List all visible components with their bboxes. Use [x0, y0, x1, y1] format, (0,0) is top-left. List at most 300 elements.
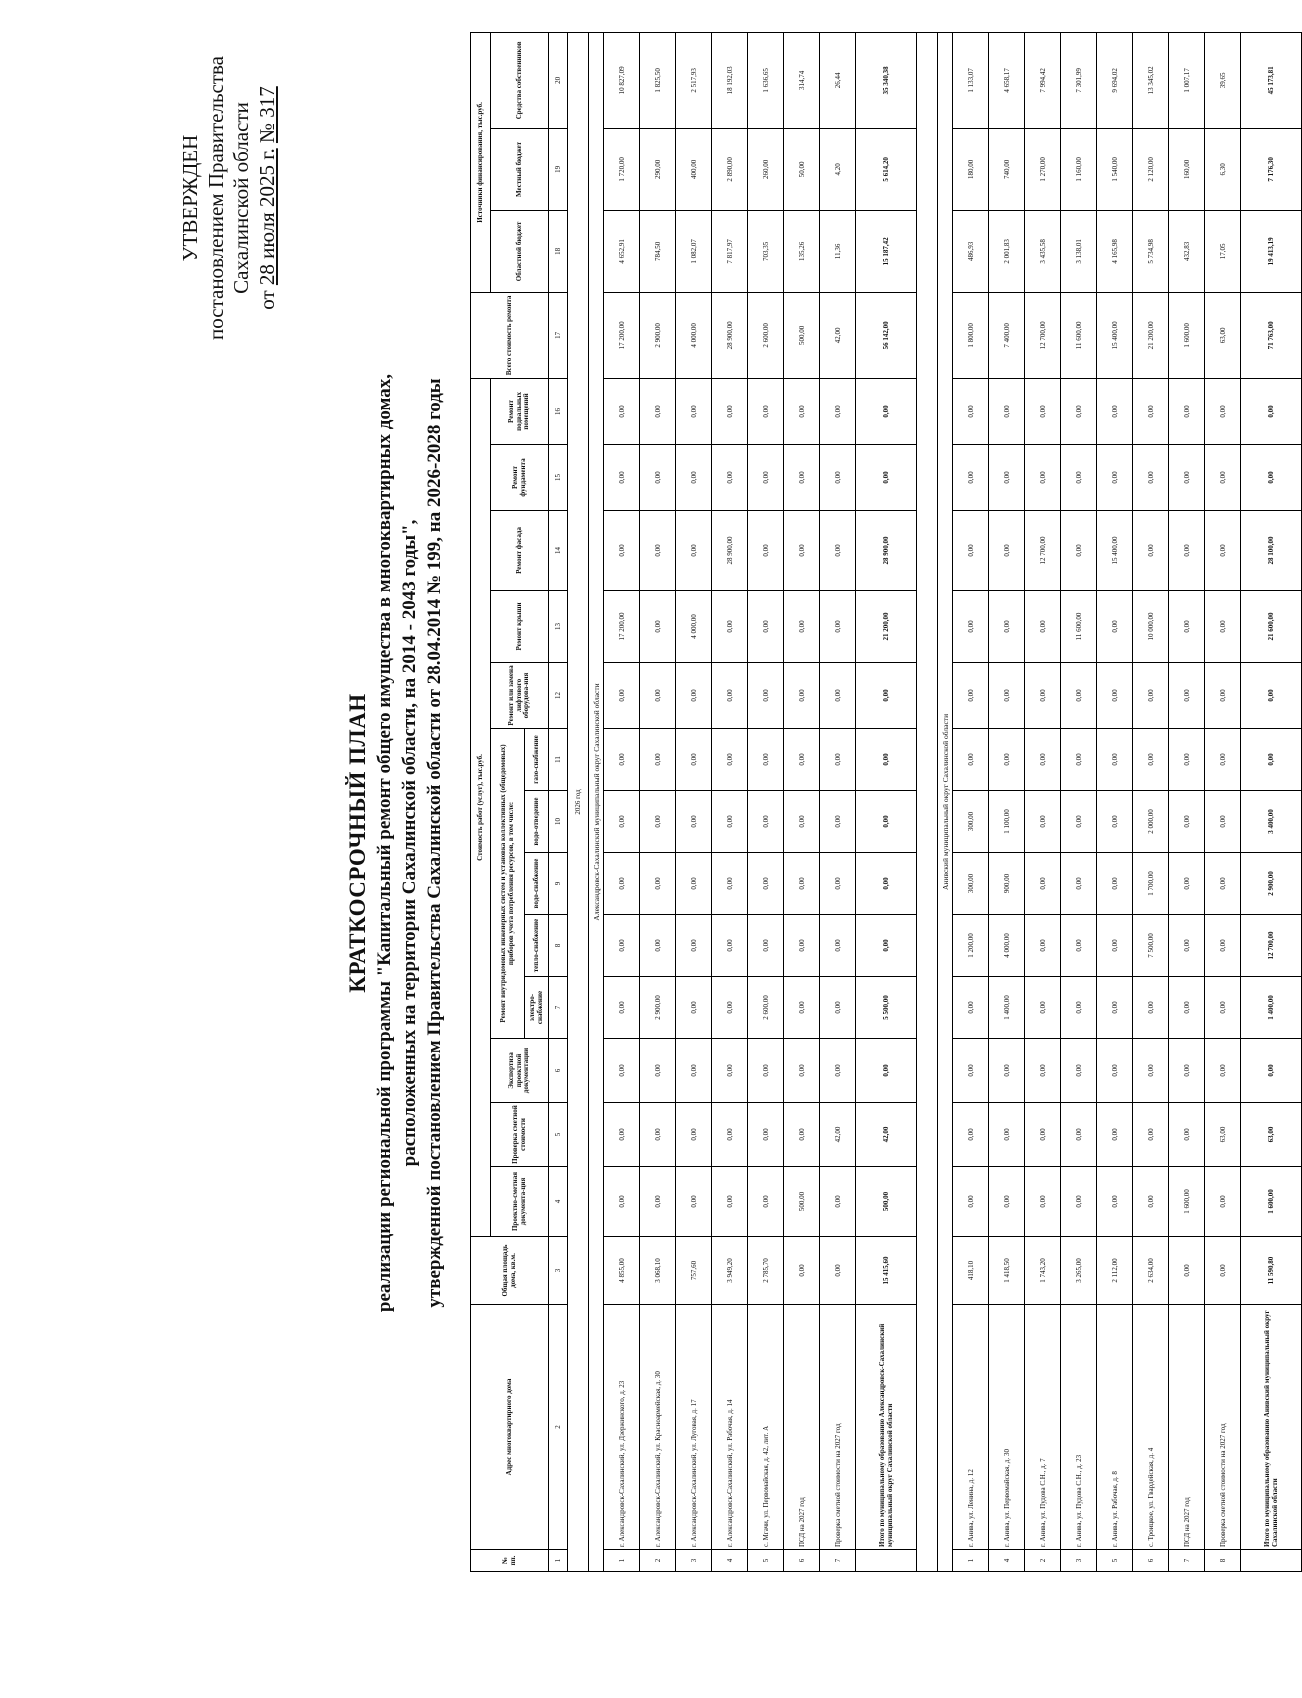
table-cell: 0,00 — [604, 853, 640, 915]
group-spacer-row — [917, 32, 938, 1571]
table-cell: 2 112,00 — [1097, 1237, 1133, 1305]
table-cell: 5 — [748, 1550, 784, 1572]
table-cell: 0,00 — [1061, 853, 1097, 915]
table-cell: 0,00 — [676, 378, 712, 444]
address-cell: Проверка сметной стоимости на 2027 год — [820, 1305, 856, 1550]
table-cell: 0,00 — [784, 977, 820, 1039]
header-foundation: Ремонт фундамента — [491, 445, 549, 511]
table-cell: 0,00 — [1205, 1167, 1241, 1237]
table-cell: 0,00 — [1133, 1103, 1169, 1167]
table-cell: 7 817,97 — [712, 210, 748, 292]
table-cell: 3 138,01 — [1061, 210, 1097, 292]
table-cell: 0,00 — [953, 977, 989, 1039]
table-cell: 7 — [820, 1550, 856, 1572]
table-cell: 0,00 — [676, 663, 712, 729]
table-cell: 0,00 — [712, 378, 748, 444]
table-cell: 50,00 — [784, 128, 820, 210]
table-cell: 1 400,00 — [989, 977, 1025, 1039]
total-cell: 0,00 — [1241, 445, 1302, 511]
total-cell: 0,00 — [856, 663, 917, 729]
total-label-cell: Итого по муниципальному образованию Анивский муниципальный округ Сахалинской области — [1241, 1305, 1302, 1550]
header-area: Общая площадь дома, кв.м. — [471, 1237, 549, 1305]
table-cell: 0,00 — [640, 663, 676, 729]
address-cell: ПСД на 2027 год — [1169, 1305, 1205, 1550]
table-cell: 290,00 — [640, 128, 676, 210]
table-cell: 418,10 — [953, 1237, 989, 1305]
table-cell: 0,00 — [676, 445, 712, 511]
table-cell: 0,00 — [640, 853, 676, 915]
table-cell: 1 720,00 — [604, 128, 640, 210]
table-cell: 0,00 — [820, 378, 856, 444]
column-number-cell: 10 — [549, 791, 568, 853]
table-cell: 0,00 — [676, 511, 712, 591]
table-cell: 0,00 — [604, 915, 640, 977]
address-cell: с. Мгачи, ул. Первомайская, д. 42, лит. А — [748, 1305, 784, 1550]
column-number-cell: 3 — [549, 1237, 568, 1305]
table-cell: 0,00 — [712, 663, 748, 729]
table-cell: 0,00 — [1025, 853, 1061, 915]
table-cell: 0,00 — [676, 977, 712, 1039]
table-cell: 0,00 — [748, 445, 784, 511]
table-cell: 0,00 — [1061, 1039, 1097, 1103]
table-cell: 0,00 — [820, 915, 856, 977]
total-cell: 1 400,00 — [1241, 977, 1302, 1039]
table-cell: 7 301,99 — [1061, 32, 1097, 128]
municipality-row — [938, 32, 953, 1571]
table-cell: 0,00 — [676, 1039, 712, 1103]
column-number-cell: 20 — [549, 32, 568, 128]
table-cell: 7 500,00 — [1133, 915, 1169, 977]
table-cell: 0,00 — [989, 1039, 1025, 1103]
table-cell: 160,00 — [1169, 128, 1205, 210]
table-cell: 0,00 — [640, 511, 676, 591]
table-cell: 4 000,00 — [676, 292, 712, 378]
table-cell: 0,00 — [1097, 853, 1133, 915]
address-cell: г. Александровск-Сахалинский, ул. Луговая, д. 17 — [676, 1305, 712, 1550]
table-cell: 0,00 — [712, 1103, 748, 1167]
header-total: Всего стоимость ремонта — [471, 292, 549, 378]
document-title-block — [345, 128, 447, 1558]
table-cell: 0,00 — [1097, 378, 1133, 444]
table-cell: 1 600,00 — [1169, 292, 1205, 378]
table-cell: 0,00 — [712, 977, 748, 1039]
table-cell: 0,00 — [604, 791, 640, 853]
total-cell: 21 600,00 — [1241, 591, 1302, 663]
table-cell: 314,74 — [784, 32, 820, 128]
table-cell: 0,00 — [1061, 511, 1097, 591]
table-cell: 0,00 — [604, 1167, 640, 1237]
total-cell: 15 187,42 — [856, 210, 917, 292]
table-cell: 432,83 — [1169, 210, 1205, 292]
column-number-cell: 2 — [549, 1305, 568, 1550]
table-cell: 0,00 — [784, 915, 820, 977]
header-finance-group: Источники финансирования, тыс.руб. — [471, 32, 491, 292]
column-number-cell: 1 — [549, 1550, 568, 1572]
municipality-label: Анивский муниципальный округ Сахалинской области — [938, 32, 953, 1571]
table-cell: 0,00 — [748, 915, 784, 977]
table-cell: 6,30 — [1205, 128, 1241, 210]
table-cell: 0,00 — [1133, 663, 1169, 729]
table-cell: 180,00 — [953, 128, 989, 210]
total-cell: 0,00 — [856, 791, 917, 853]
table-cell: 0,00 — [784, 853, 820, 915]
table-cell: 0,00 — [712, 915, 748, 977]
table-cell: 0,00 — [748, 729, 784, 791]
table-cell: 0,00 — [1097, 915, 1133, 977]
table-cell: 4 855,00 — [604, 1237, 640, 1305]
table-cell: 11,36 — [820, 210, 856, 292]
table-cell: 0,00 — [1169, 1237, 1205, 1305]
header-expertise: Экспертиза проектной документации — [491, 1039, 549, 1103]
column-number-cell: 16 — [549, 378, 568, 444]
table-cell: 1 270,00 — [1025, 128, 1061, 210]
table-cell: 2 890,00 — [712, 128, 748, 210]
table-row — [1061, 32, 1097, 1571]
table-cell: 2 — [640, 1550, 676, 1572]
header-num: № пп. — [471, 1550, 549, 1572]
table-cell: 1 700,00 — [1133, 853, 1169, 915]
total-cell: 0,00 — [1241, 1039, 1302, 1103]
table-cell: 2 000,00 — [1133, 791, 1169, 853]
table-cell: 135,26 — [784, 210, 820, 292]
table-cell: 0,00 — [1133, 1167, 1169, 1237]
table-cell: 0,00 — [604, 378, 640, 444]
table-row — [676, 32, 712, 1571]
table-cell: 0,00 — [784, 591, 820, 663]
table-row — [1025, 32, 1061, 1571]
table-cell: 740,00 — [989, 128, 1025, 210]
table-cell: 784,50 — [640, 210, 676, 292]
total-cell: 0,00 — [856, 378, 917, 444]
table-cell: 5 734,98 — [1133, 210, 1169, 292]
table-cell: 42,00 — [820, 292, 856, 378]
total-cell: 0,00 — [1241, 729, 1302, 791]
total-cell — [856, 1550, 917, 1572]
table-cell: 6 — [784, 1550, 820, 1572]
table-cell: 2 — [1025, 1550, 1061, 1572]
header-engineering: Ремонт внутридомовых инженерных систем и установка коллективных (общедомовых) приборов учета потребления ресурсов, в том числе: — [491, 729, 525, 1039]
table-cell: 0,00 — [604, 511, 640, 591]
table-cell: 0,00 — [676, 853, 712, 915]
table-cell: 0,00 — [712, 445, 748, 511]
table-cell: 13 345,02 — [1133, 32, 1169, 128]
column-number-cell: 13 — [549, 591, 568, 663]
total-cell: 28 900,00 — [856, 511, 917, 591]
year-label: 2026 год — [568, 32, 589, 1571]
document-subtitle-line-3: утвержденной постановлением Правительства Сахалинской области от 28.04.2014 № 199, на 2026-2028 годы — [424, 378, 446, 1308]
table-cell: 0,00 — [1025, 1039, 1061, 1103]
total-cell: 21 200,00 — [856, 591, 917, 663]
table-cell: 15 400,00 — [1097, 292, 1133, 378]
table-cell: 0,00 — [989, 511, 1025, 591]
table-cell: 28 900,00 — [712, 511, 748, 591]
table-cell: 63,00 — [1205, 1103, 1241, 1167]
table-cell: 0,00 — [784, 445, 820, 511]
total-cell: 28 100,00 — [1241, 511, 1302, 591]
table-cell: 300,00 — [953, 853, 989, 915]
table-cell: 17 200,00 — [604, 591, 640, 663]
header-cost-group: Стоимость работ (услуг), тыс.руб. — [471, 378, 491, 1236]
table-cell: 703,35 — [748, 210, 784, 292]
total-cell: 0,00 — [856, 1039, 917, 1103]
total-cell: 35 340,38 — [856, 32, 917, 128]
table-cell: 4 — [712, 1550, 748, 1572]
header-design: Проектно-сметная документа-ция — [491, 1167, 549, 1237]
table-cell: 0,00 — [1025, 445, 1061, 511]
table-cell: 300,00 — [953, 791, 989, 853]
table-row — [820, 32, 856, 1571]
table-cell: 0,00 — [1169, 853, 1205, 915]
header-facade: Ремонт фасада — [491, 511, 549, 591]
table-cell: 17,05 — [1205, 210, 1241, 292]
table-cell: 0,00 — [676, 1167, 712, 1237]
table-cell: 2 001,83 — [989, 210, 1025, 292]
total-cell: 0,00 — [856, 853, 917, 915]
table-cell: 0,00 — [820, 977, 856, 1039]
table-cell: 0,00 — [1097, 1103, 1133, 1167]
table-cell: 0,00 — [820, 853, 856, 915]
table-cell: 0,00 — [1205, 729, 1241, 791]
table-cell: 0,00 — [1133, 511, 1169, 591]
table-cell: 0,00 — [1133, 378, 1169, 444]
address-cell: г. Анива, ул. Ленина, д. 12 — [953, 1305, 989, 1550]
table-cell: 0,00 — [1169, 591, 1205, 663]
table-row — [604, 32, 640, 1571]
table-cell: 0,00 — [784, 511, 820, 591]
address-cell: г. Александровск-Сахалинский, ул. Рабочая, д. 14 — [712, 1305, 748, 1550]
total-cell: 7 176,30 — [1241, 128, 1302, 210]
table-cell: 0,00 — [989, 1103, 1025, 1167]
table-cell: 0,00 — [1025, 378, 1061, 444]
table-cell: 0,00 — [604, 729, 640, 791]
table-cell: 0,00 — [1025, 591, 1061, 663]
table-cell: 0,00 — [1061, 729, 1097, 791]
table-row — [1133, 32, 1169, 1571]
table-cell: 0,00 — [1097, 729, 1133, 791]
table-cell: 0,00 — [640, 378, 676, 444]
header-basement: Ремонт подвальных помещений — [491, 378, 549, 444]
total-cell: 0,00 — [1241, 663, 1302, 729]
table-cell: 2 785,70 — [748, 1237, 784, 1305]
table-cell: 1 — [953, 1550, 989, 1572]
table-cell: 0,00 — [1061, 445, 1097, 511]
table-row — [953, 32, 989, 1571]
table-cell: 0,00 — [820, 591, 856, 663]
address-cell: г. Анива, ул. Пудова С.Н., д. 23 — [1061, 1305, 1097, 1550]
table-cell: 2 600,00 — [748, 292, 784, 378]
table-cell: 0,00 — [1061, 1167, 1097, 1237]
table-cell: 0,00 — [820, 445, 856, 511]
table-cell: 1 800,00 — [953, 292, 989, 378]
table-cell: 0,00 — [1205, 1039, 1241, 1103]
table-cell: 0,00 — [1061, 1103, 1097, 1167]
header-address: Адрес многоквартирного дома — [471, 1305, 549, 1550]
table-cell: 3 435,58 — [1025, 210, 1061, 292]
table-cell: 0,00 — [1205, 915, 1241, 977]
table-cell: 0,00 — [820, 1237, 856, 1305]
total-cell: 5 614,20 — [856, 128, 917, 210]
table-cell: 9 694,02 — [1097, 32, 1133, 128]
table-cell: 0,00 — [1169, 378, 1205, 444]
table-cell: 0,00 — [1061, 791, 1097, 853]
total-cell: 15 415,60 — [856, 1237, 917, 1305]
table-cell: 0,00 — [1205, 977, 1241, 1039]
approval-date-line — [255, 28, 281, 368]
table-cell: 63,00 — [1205, 292, 1241, 378]
year-row — [568, 32, 589, 1571]
table-cell: 1 200,00 — [953, 915, 989, 977]
table-cell: 17 200,00 — [604, 292, 640, 378]
approval-line-3: Сахалинской области — [229, 102, 254, 294]
table-cell: 0,00 — [820, 1039, 856, 1103]
table-cell: 4,20 — [820, 128, 856, 210]
table-cell: 0,00 — [1205, 511, 1241, 591]
table-cell: 0,00 — [1133, 445, 1169, 511]
table-cell: 0,00 — [1025, 977, 1061, 1039]
table-cell: 0,00 — [953, 511, 989, 591]
table-cell: 260,00 — [748, 128, 784, 210]
table-row — [784, 32, 820, 1571]
total-cell: 500,00 — [856, 1167, 917, 1237]
table-cell: 0,00 — [640, 1167, 676, 1237]
table-cell: 0,00 — [989, 591, 1025, 663]
table-cell: 0,00 — [1097, 791, 1133, 853]
table-cell: 0,00 — [1169, 791, 1205, 853]
table-cell: 1 743,20 — [1025, 1237, 1061, 1305]
table-cell: 1 100,00 — [989, 791, 1025, 853]
table-cell: 500,00 — [784, 1167, 820, 1237]
address-cell: ПСД на 2027 год — [784, 1305, 820, 1550]
approval-date-prefix: от — [254, 290, 279, 310]
table-cell: 0,00 — [1025, 1103, 1061, 1167]
municipality-row — [589, 32, 604, 1571]
total-cell: 45 173,81 — [1241, 32, 1302, 128]
table-cell: 1 636,65 — [748, 32, 784, 128]
table-cell: 0,00 — [1169, 729, 1205, 791]
document-subtitle-line-2: расположенных на территории Сахалинской области, на 2014 - 2043 годы", — [399, 519, 421, 1167]
table-row — [748, 32, 784, 1571]
municipality-label: Александровск-Сахалинский муниципальный округ Сахалинской области — [589, 32, 604, 1571]
table-cell: 0,00 — [748, 591, 784, 663]
table-cell: 10 827,09 — [604, 32, 640, 128]
header-local: Местный бюджет — [491, 128, 549, 210]
table-cell: 0,00 — [1205, 1237, 1241, 1305]
table-cell: 3 265,00 — [1061, 1237, 1097, 1305]
table-cell: 0,00 — [1097, 663, 1133, 729]
table-cell: 0,00 — [1061, 977, 1097, 1039]
table-cell: 0,00 — [1133, 977, 1169, 1039]
table-cell: 0,00 — [989, 1167, 1025, 1237]
table-cell: 0,00 — [640, 591, 676, 663]
table-cell: 0,00 — [604, 977, 640, 1039]
table-cell: 0,00 — [640, 729, 676, 791]
table-cell: 21 200,00 — [1133, 292, 1169, 378]
table-cell: 0,00 — [1061, 663, 1097, 729]
total-cell: 11 590,80 — [1241, 1237, 1302, 1305]
table-cell: 0,00 — [748, 853, 784, 915]
table-cell: 0,00 — [1169, 663, 1205, 729]
table-cell: 0,00 — [1025, 663, 1061, 729]
table-cell: 11 600,00 — [1061, 591, 1097, 663]
approval-line-1: УТВЕРЖДЕН — [178, 134, 202, 262]
table-cell: 2 600,00 — [748, 977, 784, 1039]
table-cell: 0,00 — [953, 591, 989, 663]
table-cell: 400,00 — [676, 128, 712, 210]
table-cell: 2 900,00 — [640, 977, 676, 1039]
table-cell: 0,00 — [1025, 729, 1061, 791]
table-cell: 6 — [1133, 1550, 1169, 1572]
total-cell: 56 142,00 — [856, 292, 917, 378]
address-cell: г. Анива, ул. Пудова С.Н., д. 7 — [1025, 1305, 1061, 1550]
table-cell: 0,00 — [953, 663, 989, 729]
address-cell: г. Анива, ул. Первомайская, д. 30 — [989, 1305, 1025, 1550]
table-cell: 0,00 — [989, 663, 1025, 729]
table-cell: 0,00 — [712, 1039, 748, 1103]
table-cell: 1 600,00 — [1169, 1167, 1205, 1237]
table-cell: 7 — [1169, 1550, 1205, 1572]
column-number-cell: 11 — [549, 729, 568, 791]
table-cell: 0,00 — [676, 915, 712, 977]
total-cell — [1241, 1550, 1302, 1572]
table-cell: 0,00 — [676, 1103, 712, 1167]
total-cell: 0,00 — [856, 445, 917, 511]
total-row — [856, 32, 917, 1571]
table-cell: 0,00 — [784, 791, 820, 853]
column-number-cell: 14 — [549, 511, 568, 591]
table-cell: 0,00 — [1097, 977, 1133, 1039]
table-cell: 0,00 — [989, 729, 1025, 791]
table-cell: 0,00 — [640, 1103, 676, 1167]
table-cell: 0,00 — [953, 1039, 989, 1103]
table-cell: 0,00 — [820, 729, 856, 791]
table-cell: 1 825,50 — [640, 32, 676, 128]
header-regional: Областной бюджет — [491, 210, 549, 292]
table-row — [640, 32, 676, 1571]
table-cell: 15 400,00 — [1097, 511, 1133, 591]
document-title: КРАТКОСРОЧНЫЙ ПЛАН — [345, 693, 370, 993]
table-cell: 0,00 — [748, 1167, 784, 1237]
table-cell: 0,00 — [784, 1103, 820, 1167]
table-cell: 900,00 — [989, 853, 1025, 915]
table-cell: 4 165,98 — [1097, 210, 1133, 292]
table-cell: 3 068,10 — [640, 1237, 676, 1305]
table-cell: 0,00 — [604, 1039, 640, 1103]
table-cell: 0,00 — [748, 1103, 784, 1167]
column-number-cell: 18 — [549, 210, 568, 292]
table-cell: 0,00 — [784, 1039, 820, 1103]
table-cell: 4 — [989, 1550, 1025, 1572]
table-row — [1097, 32, 1133, 1571]
table-cell: 0,00 — [712, 591, 748, 663]
total-cell: 5 500,00 — [856, 977, 917, 1039]
table-cell: 4 000,00 — [989, 915, 1025, 977]
total-cell: 71 763,00 — [1241, 292, 1302, 378]
table-cell: 0,00 — [1205, 791, 1241, 853]
table-cell: 1 160,00 — [1061, 128, 1097, 210]
table-cell: 3 949,20 — [712, 1237, 748, 1305]
column-number-cell: 6 — [549, 1039, 568, 1103]
table-cell: 486,93 — [953, 210, 989, 292]
header-check: Проверка сметной стоимости — [491, 1103, 549, 1167]
table-cell: 0,00 — [712, 791, 748, 853]
table-cell: 757,60 — [676, 1237, 712, 1305]
table-cell: 0,00 — [820, 791, 856, 853]
table-cell: 0,00 — [1169, 915, 1205, 977]
table-cell: 7 400,00 — [989, 292, 1025, 378]
table-cell: 0,00 — [748, 663, 784, 729]
total-cell: 19 413,19 — [1241, 210, 1302, 292]
table-cell: 0,00 — [784, 729, 820, 791]
